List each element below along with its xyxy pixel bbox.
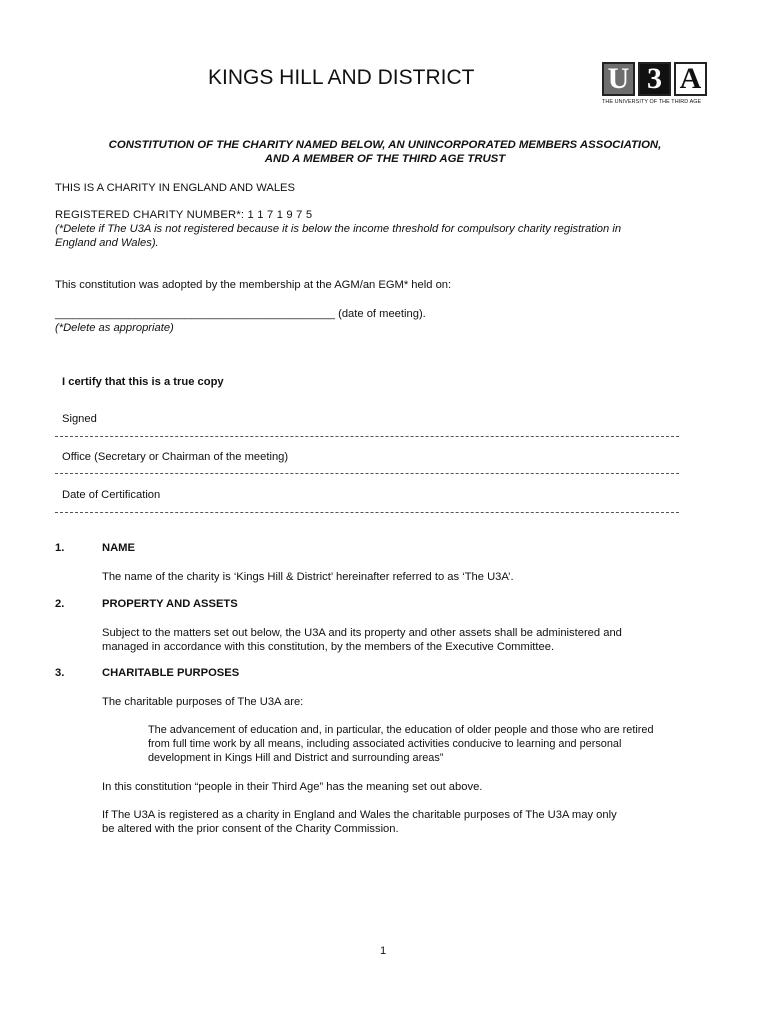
constitution-heading [55,138,715,166]
registration-note-line-2: England and Wales). [55,237,159,249]
date-of-certification-label: Date of Certification [62,489,161,501]
quote-line-1: The advancement of education and, in particular, the education of older people and those who are retired [148,724,654,736]
meeting-date-line: _____________________________________________ (date of meeting). [55,308,426,320]
delete-note: (*Delete as appropriate) [55,322,174,334]
charity-statement: THIS IS A CHARITY IN ENGLAND AND WALES [55,182,295,194]
registration-note-line-1: (*Delete if The U3A is not registered because it is below the income threshold for compulsory charity registration in [55,223,622,235]
purposes-alteration-line-2: be altered with the prior consent of the Charity Commission. [102,823,399,835]
signed-label: Signed [62,413,97,425]
section-2-title: PROPERTY AND ASSETS [102,598,238,610]
signed-line [55,436,679,437]
adoption-statement: This constitution was adopted by the membership at the AGM/an EGM* held on: [55,279,452,291]
logo-letter-3: 3 [638,62,671,96]
heading-line-2: AND A MEMBER OF THE THIRD AGE TRUST [264,153,506,165]
date-line [55,512,679,513]
certify-heading: I certify that this is a true copy [62,376,224,388]
section-3-intro: The charitable purposes of The U3A are: [102,696,304,708]
quote-line-2: from full time work by all means, including associated activities conducive to learning and personal [148,738,622,750]
u3a-logo [602,62,710,96]
logo-letter-u: U [602,62,635,96]
section-3-title: CHARITABLE PURPOSES [102,667,240,679]
section-2-text-line-1: Subject to the matters set out below, the U3A and its property and other assets shall be administered and [102,627,622,639]
section-1-title: NAME [102,542,135,554]
third-age-definition: In this constitution “people in their Third Age” has the meaning set out above. [102,781,483,793]
charitable-purposes-quote [148,723,716,765]
purposes-alteration [102,808,716,836]
section-3-number: 3. [55,667,65,679]
section-2-number: 2. [55,598,65,610]
registered-charity-number: REGISTERED CHARITY NUMBER*: 1 1 7 1 9 7 5 [55,209,313,221]
purposes-alteration-line-1: If The U3A is registered as a charity in England and Wales the charitable purposes of The U3A may only [102,809,617,821]
section-2-text [102,626,716,654]
logo-tagline: THE UNIVERSITY OF THE THIRD AGE [602,99,702,105]
section-1-number: 1. [55,542,65,554]
office-label: Office (Secretary or Chairman of the meeting) [62,451,289,463]
logo-letter-a: A [674,62,707,96]
office-line [55,473,679,474]
registration-note [55,222,720,250]
section-2-text-line-2: managed in accordance with this constitution, by the members of the Executive Committee. [102,641,555,653]
heading-line-1: CONSTITUTION OF THE CHARITY NAMED BELOW, AN UNINCORPORATED MEMBERS ASSOCIATION, [108,139,662,151]
document-title: KINGS HILL AND DISTRICT [208,66,475,89]
page-number: 1 [380,945,387,957]
section-1-text: The name of the charity is ‘Kings Hill & District’ hereinafter referred to as ‘The U3A’. [102,571,514,583]
quote-line-3: development in Kings Hill and District and surrounding areas” [148,752,444,764]
